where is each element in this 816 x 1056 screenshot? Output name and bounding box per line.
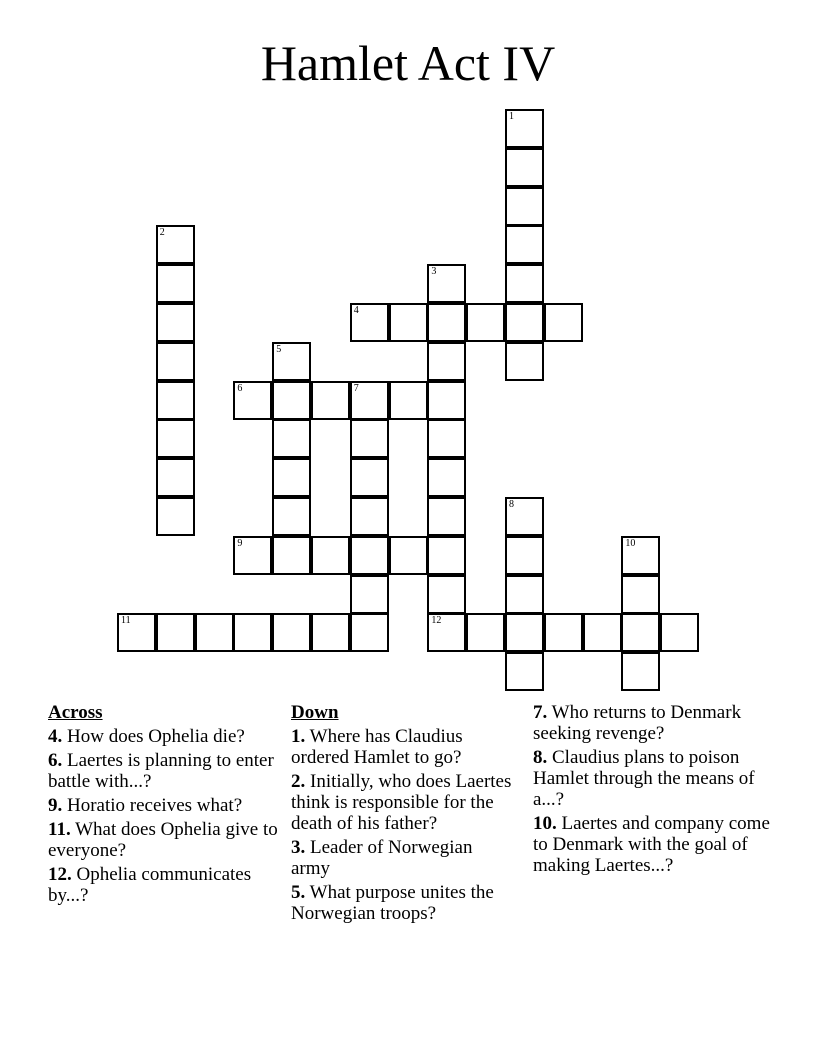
clue-number: 11 (121, 615, 131, 627)
grid-cell[interactable] (427, 613, 466, 652)
grid-cell[interactable] (505, 187, 544, 226)
clue-number-label: 11. (48, 819, 71, 840)
grid-cell[interactable] (466, 613, 505, 652)
grid-cell[interactable] (505, 148, 544, 187)
clue-number-label: 9. (48, 795, 63, 816)
grid-cell[interactable] (272, 613, 311, 652)
clue-text: Initially, who does Laertes think is responsible for the death of his father? (291, 771, 512, 834)
down-clue (291, 882, 516, 924)
across-clue (48, 726, 283, 747)
grid-cell[interactable] (389, 303, 428, 342)
grid-cell[interactable] (272, 536, 311, 575)
grid-cell[interactable] (544, 303, 583, 342)
grid-cell[interactable] (156, 381, 195, 420)
clue-text: Ophelia communicates by...? (48, 864, 252, 906)
grid-cell[interactable] (117, 613, 156, 652)
clue-number-label: 7. (533, 702, 548, 723)
down-clues-column-1 (291, 702, 516, 927)
grid-cell[interactable] (505, 264, 544, 303)
grid-cell[interactable] (350, 303, 389, 342)
clue-text: Claudius plans to poison Hamlet through the means of a...? (533, 747, 755, 810)
clue-number-label: 2. (291, 771, 306, 792)
down-heading: Down (291, 702, 339, 723)
grid-cell[interactable] (156, 613, 195, 652)
grid-cell[interactable] (505, 652, 544, 691)
down-clue (533, 813, 773, 876)
grid-cell[interactable] (505, 342, 544, 381)
grid-cell[interactable] (427, 458, 466, 497)
grid-cell[interactable] (389, 536, 428, 575)
clue-number: 9 (237, 537, 243, 549)
grid-cell[interactable] (350, 419, 389, 458)
clue-number: 4 (353, 305, 359, 316)
clue-number-label: 1. (291, 726, 306, 747)
across-clue (48, 864, 283, 906)
clue-number: 3 (431, 266, 437, 278)
grid-cell[interactable] (350, 458, 389, 497)
clue-number-label: 10. (533, 813, 557, 834)
across-clues (48, 702, 283, 909)
grid-cell[interactable] (350, 613, 389, 652)
clue-number-label: 3. (291, 837, 306, 858)
grid-cell[interactable] (466, 303, 505, 342)
grid-cell[interactable] (505, 613, 544, 652)
grid-cell[interactable] (272, 381, 311, 420)
grid-cell[interactable] (156, 303, 195, 342)
grid-cell[interactable] (427, 497, 466, 536)
grid-cell[interactable] (427, 264, 466, 303)
grid-cell[interactable] (505, 109, 544, 148)
grid-cell[interactable] (272, 419, 311, 458)
grid-cell[interactable] (156, 497, 195, 536)
grid-cell[interactable] (505, 575, 544, 614)
clue-number: 6 (237, 382, 243, 394)
across-clue (48, 819, 283, 861)
clue-number-label: 5. (291, 882, 306, 903)
across-clue (48, 750, 283, 792)
grid-cell[interactable] (505, 303, 544, 342)
grid-cell[interactable] (311, 613, 350, 652)
down-clue (533, 702, 773, 744)
clue-text: What purpose unites the Norwegian troops? (291, 882, 494, 924)
clue-number: 1 (509, 111, 514, 122)
clue-number-label: 12. (48, 864, 72, 885)
grid-cell[interactable] (272, 497, 311, 536)
clue-text: Where has Claudius ordered Hamlet to go? (291, 726, 463, 768)
clue-text: Who returns to Denmark seeking revenge? (533, 702, 742, 744)
clue-text: Horatio receives what? (62, 795, 243, 816)
grid-cell[interactable] (350, 381, 389, 420)
grid-cell[interactable] (195, 613, 234, 652)
grid-cell[interactable] (427, 303, 466, 342)
down-clue (533, 747, 773, 810)
grid-cell[interactable] (233, 536, 272, 575)
clue-text: What does Ophelia give to everyone? (48, 819, 278, 861)
down-clue (291, 771, 516, 834)
grid-cell[interactable] (660, 613, 699, 652)
grid-cell[interactable] (233, 613, 272, 652)
grid-cell[interactable] (505, 536, 544, 575)
clue-text: Leader of Norwegian army (291, 837, 473, 879)
grid-cell[interactable] (621, 536, 660, 575)
across-clue (48, 795, 283, 816)
grid-cell[interactable] (505, 225, 544, 264)
down-clue (291, 726, 516, 768)
grid-cell[interactable] (233, 381, 272, 420)
clue-number: 7 (353, 382, 359, 394)
grid-cell[interactable] (156, 419, 195, 458)
across-heading: Across (48, 702, 103, 723)
grid-cell[interactable] (427, 419, 466, 458)
clue-number: 10 (625, 537, 636, 549)
clue-number: 8 (509, 499, 514, 510)
grid-cell[interactable] (311, 536, 350, 575)
clue-number-label: 8. (533, 747, 548, 768)
grid-cell[interactable] (389, 381, 428, 420)
grid-cell[interactable] (156, 225, 195, 264)
clue-number: 12 (431, 615, 442, 627)
grid-cell[interactable] (427, 536, 466, 575)
page-title: Hamlet Act IV (260, 35, 556, 91)
grid-cell[interactable] (156, 342, 195, 381)
grid-cell[interactable] (583, 613, 622, 652)
grid-cell[interactable] (350, 497, 389, 536)
down-clues-column-2 (533, 702, 773, 879)
grid-cell[interactable] (156, 264, 195, 303)
clue-text: Laertes is planning to enter battle with...? (48, 750, 274, 792)
clue-number-label: 4. (48, 726, 63, 747)
grid-cell[interactable] (272, 342, 311, 381)
grid-cell[interactable] (156, 458, 195, 497)
clue-number: 2 (159, 227, 165, 239)
grid-cell[interactable] (427, 381, 466, 420)
grid-cell[interactable] (544, 613, 583, 652)
grid-cell[interactable] (621, 575, 660, 614)
down-clue (291, 837, 516, 879)
clue-number-label: 6. (48, 750, 63, 771)
grid-cell[interactable] (621, 613, 660, 652)
clue-text: How does Ophelia die? (62, 726, 245, 747)
grid-cell[interactable] (427, 342, 466, 381)
clue-number: 5 (276, 343, 282, 355)
grid-cell[interactable] (505, 497, 544, 536)
grid-cell[interactable] (621, 652, 660, 691)
clue-text: Laertes and company come to Denmark with the goal of making Laertes...? (533, 813, 770, 876)
grid-cell[interactable] (311, 381, 350, 420)
grid-cell[interactable] (350, 575, 389, 614)
grid-cell[interactable] (272, 458, 311, 497)
grid-cell[interactable] (350, 536, 389, 575)
grid-cell[interactable] (427, 575, 466, 614)
